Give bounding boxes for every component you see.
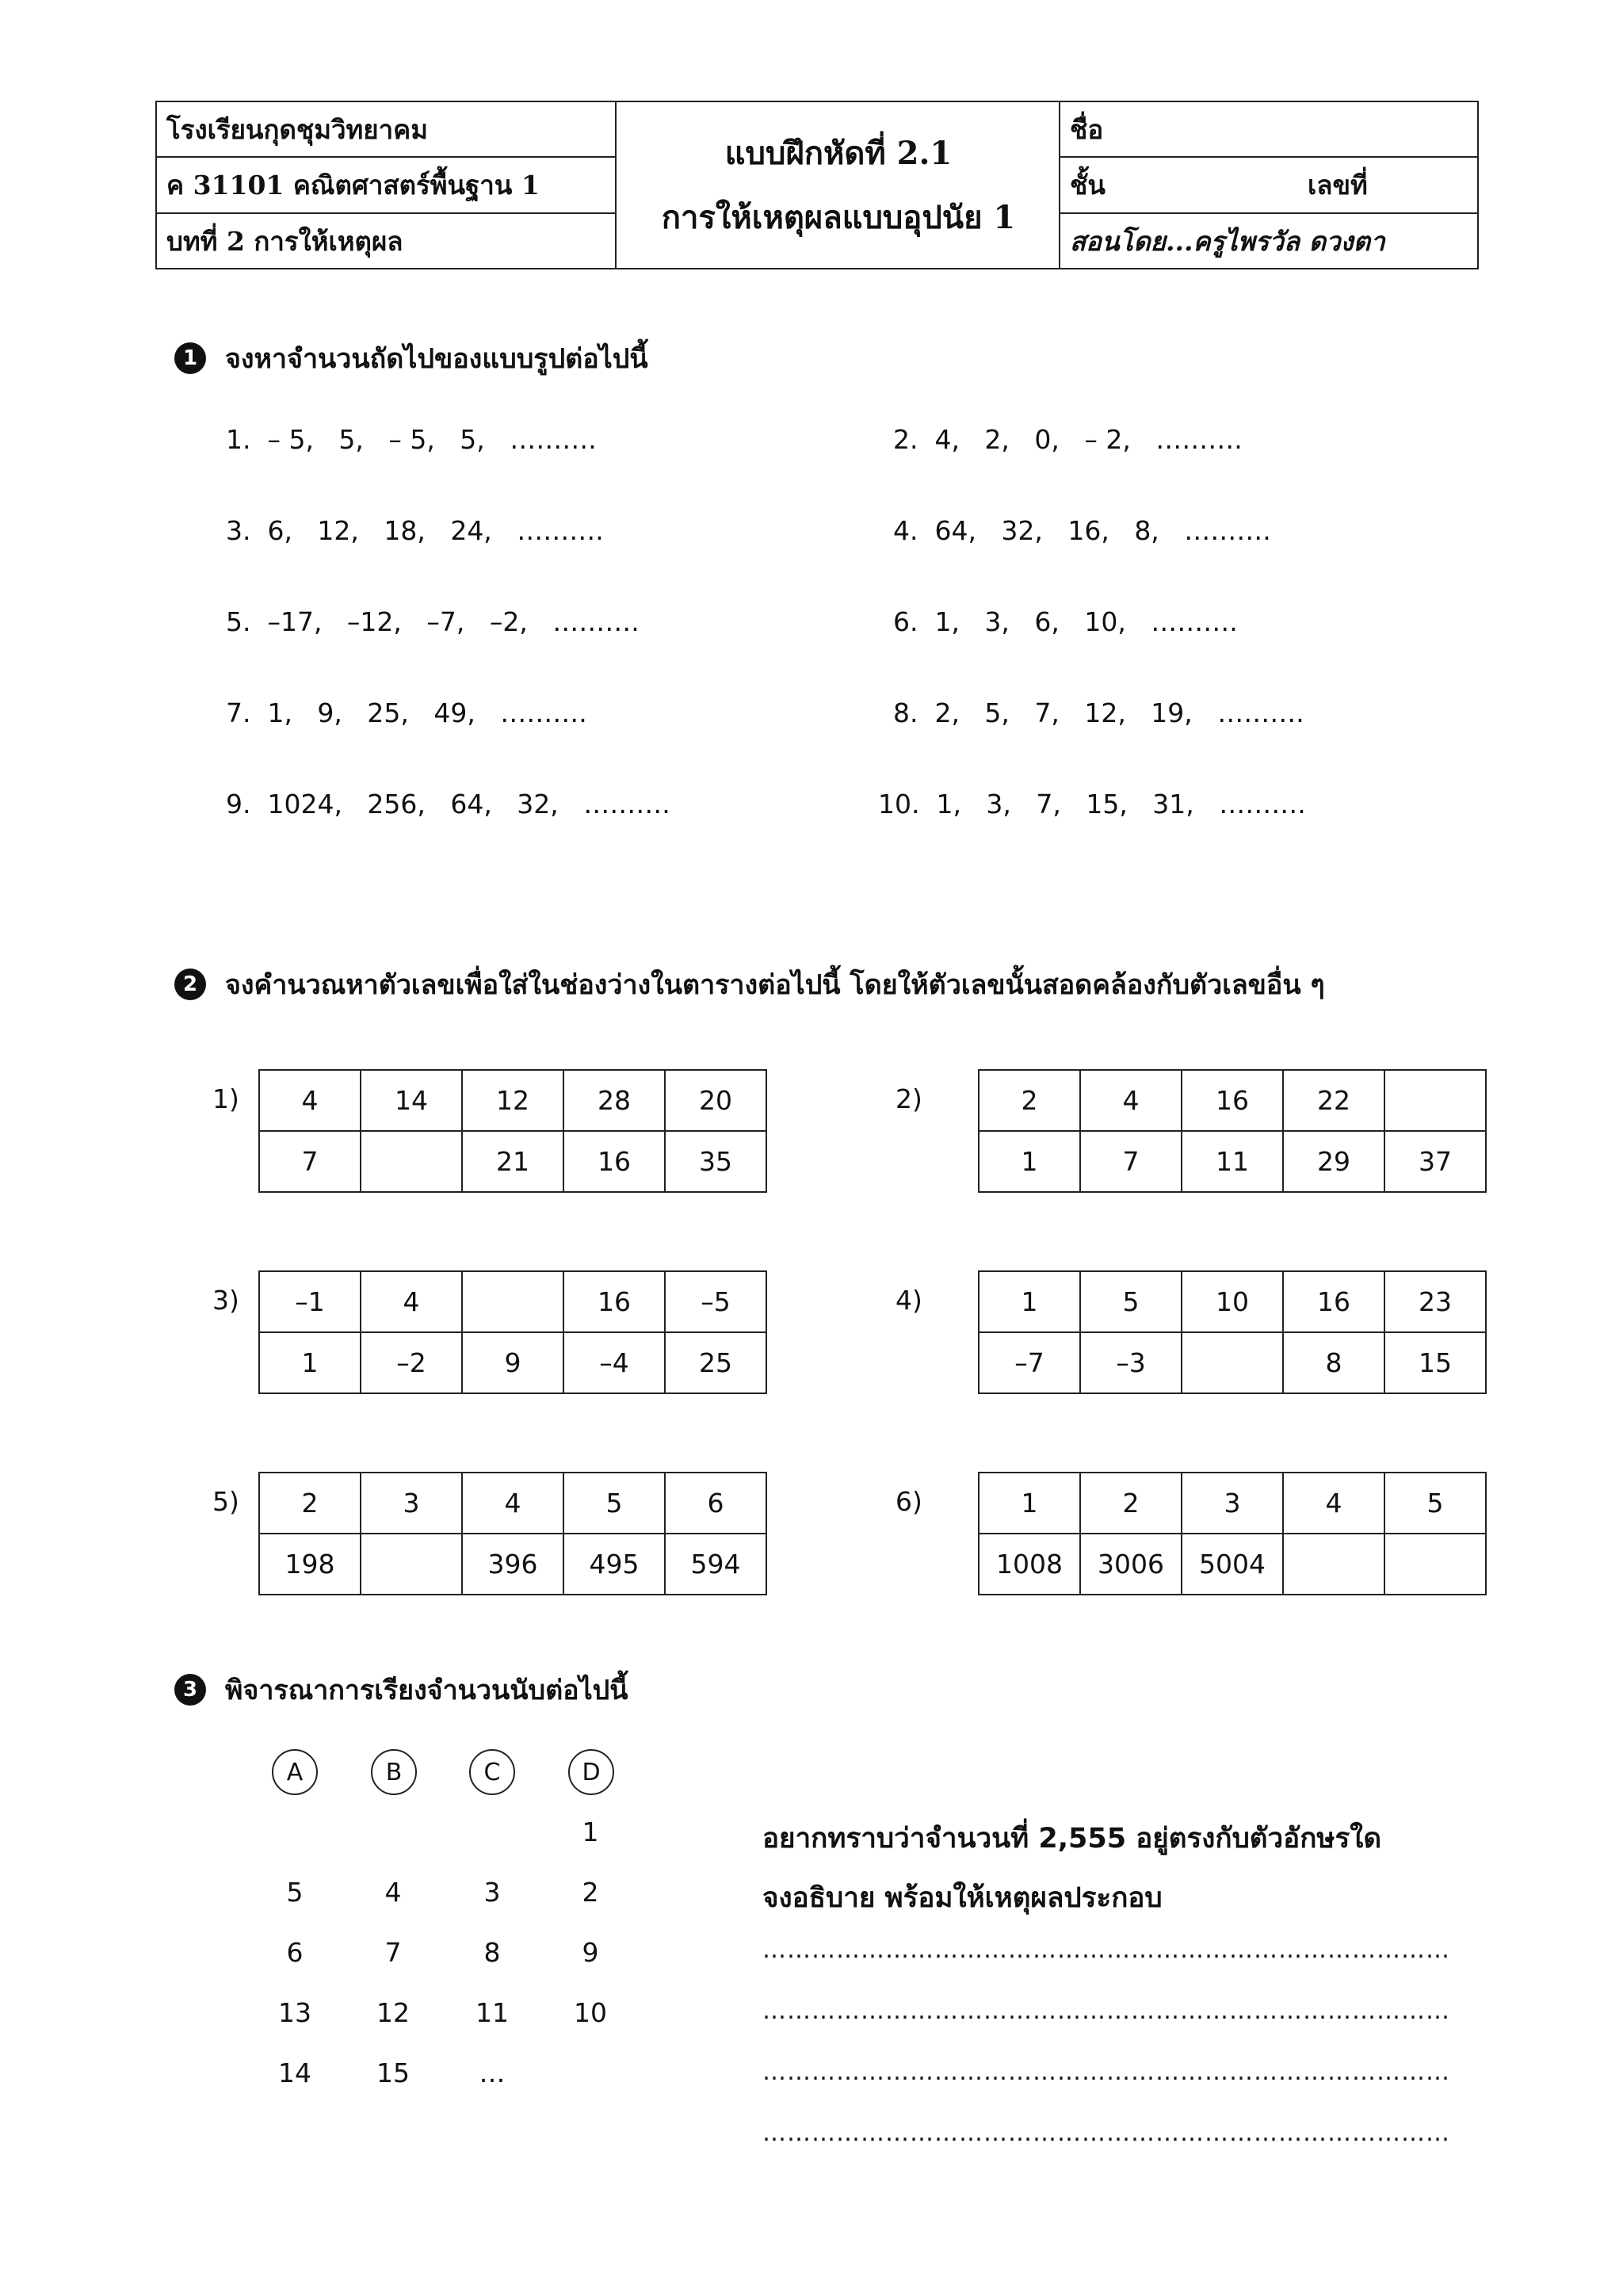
table-cell: 35 [665, 1131, 766, 1192]
table-cell: 3 [361, 1473, 462, 1534]
table-cell: 11 [1182, 1131, 1283, 1192]
teacher-name: สอนโดย...ครูไพรวัล ดวงตา [1070, 225, 1385, 257]
table-cell: 198 [259, 1534, 361, 1595]
arrangement-number: 6 [286, 1937, 304, 1968]
table-cell: 1 [259, 1332, 361, 1393]
exercise-title: แบบฝึกหัดที่ 2.1 [724, 135, 953, 172]
table-cell: 7 [1080, 1131, 1182, 1192]
table-cell: 29 [1283, 1131, 1384, 1192]
number-table [258, 1472, 767, 1595]
table-cell: –1 [259, 1271, 361, 1332]
table-cell: –7 [979, 1332, 1080, 1393]
table-cell: 16 [563, 1271, 665, 1332]
column-label-b: B [371, 1749, 417, 1795]
blank-cell[interactable] [1384, 1070, 1486, 1131]
table-cell: 3 [1182, 1473, 1283, 1534]
number-table [978, 1270, 1487, 1394]
table-cell: 396 [462, 1534, 563, 1595]
table-cell: –2 [361, 1332, 462, 1393]
blank-cell[interactable] [462, 1271, 563, 1332]
table-cell: 2 [259, 1473, 361, 1534]
chapter-name: บทที่ 2 การให้เหตุผล [166, 225, 403, 257]
arrangement-number: 11 [475, 1997, 509, 2028]
table-cell: 20 [665, 1070, 766, 1131]
column-label-d: D [568, 1749, 614, 1795]
name-field: ชื่อ [1070, 113, 1104, 145]
table-row [979, 1070, 1486, 1131]
table-label: 5) [212, 1486, 239, 1517]
answer-line: ………………………………………………………………………… [762, 1936, 1450, 1964]
table-cell: 7 [259, 1131, 361, 1192]
table-cell: 594 [665, 1534, 766, 1595]
column-label-c: C [469, 1749, 515, 1795]
table-cell: 9 [462, 1332, 563, 1393]
header-table [155, 101, 1479, 269]
table-label: 4) [896, 1285, 922, 1316]
table-row [259, 1131, 766, 1192]
table-cell: 4 [462, 1473, 563, 1534]
arrangement-number: 15 [376, 2057, 410, 2088]
table-cell: 28 [563, 1070, 665, 1131]
arrangement-number: 7 [384, 1937, 402, 1968]
table-row [979, 1534, 1486, 1595]
sequence-item: 7. 1, 9, 25, 49, ………. [226, 697, 587, 728]
sequence-item: 4. 64, 32, 16, 8, ………. [893, 515, 1271, 546]
table-cell: 1 [979, 1131, 1080, 1192]
arrangement-number: 8 [483, 1937, 501, 1968]
sequence-item: 10. 1, 3, 7, 15, 31, ………. [878, 789, 1306, 819]
question-text: จงอธิบาย พร้อมให้เหตุผลประกอบ [762, 1882, 1163, 1914]
table-cell: 37 [1384, 1131, 1486, 1192]
table-row [979, 1332, 1486, 1393]
question-text: อยากทราบว่าจำนวนที่ 2,555 อยู่ตรงกับตัวอักษรใด [762, 1823, 1382, 1855]
arrangement-number: 2 [582, 1877, 599, 1908]
table-cell: 495 [563, 1534, 665, 1595]
number-field: เลขที่ [1308, 170, 1368, 201]
table-row [259, 1473, 766, 1534]
section1-title: จงหาจำนวนถัดไปของแบบรูปต่อไปนี้ [225, 343, 648, 375]
sequence-item: 1. – 5, 5, – 5, 5, ………. [226, 424, 597, 455]
blank-cell[interactable] [361, 1131, 462, 1192]
column-label-a: A [272, 1749, 318, 1795]
number-table [258, 1270, 767, 1394]
table-cell: 8 [1283, 1332, 1384, 1393]
table-cell: 1 [979, 1271, 1080, 1332]
sequence-item: 8. 2, 5, 7, 12, 19, ………. [893, 697, 1304, 728]
table-cell: 23 [1384, 1271, 1486, 1332]
sequence-item: 9. 1024, 256, 64, 32, ………. [226, 789, 670, 819]
answer-line: ………………………………………………………………………… [762, 2058, 1450, 2086]
table-cell: 1 [979, 1473, 1080, 1534]
arrangement-number: 13 [278, 1997, 311, 2028]
table-cell: 21 [462, 1131, 563, 1192]
table-cell: 10 [1182, 1271, 1283, 1332]
table-row [979, 1131, 1486, 1192]
number-table [978, 1069, 1487, 1193]
table-cell: 16 [1182, 1070, 1283, 1131]
table-cell: 4 [1080, 1070, 1182, 1131]
arrangement-number: 1 [582, 1817, 599, 1847]
arrangement-number: 10 [574, 1997, 607, 2028]
table-label: 2) [896, 1083, 922, 1114]
table-cell: 4 [1283, 1473, 1384, 1534]
table-label: 3) [212, 1285, 239, 1316]
table-row [259, 1070, 766, 1131]
table-cell: 22 [1283, 1070, 1384, 1131]
table-row [259, 1271, 766, 1332]
table-cell: 4 [361, 1271, 462, 1332]
table-label: 1) [212, 1083, 239, 1114]
table-label: 6) [896, 1486, 922, 1517]
table-cell: 1008 [979, 1534, 1080, 1595]
arrangement-number: 9 [582, 1937, 599, 1968]
table-cell: 16 [563, 1131, 665, 1192]
number-table [258, 1069, 767, 1193]
arrangement-number: 14 [278, 2057, 311, 2088]
table-cell: 2 [979, 1070, 1080, 1131]
table-cell: 12 [462, 1070, 563, 1131]
arrangement-number: 4 [384, 1877, 402, 1908]
school-name: โรงเรียนกุดชุมวิทยาคม [166, 113, 428, 145]
table-cell: 3006 [1080, 1534, 1182, 1595]
blank-cell[interactable] [361, 1534, 462, 1595]
section2-marker: 2 [174, 968, 206, 1000]
table-cell: –5 [665, 1271, 766, 1332]
table-cell: 16 [1283, 1271, 1384, 1332]
table-cell: 5 [1080, 1271, 1182, 1332]
course-name: ค 31101 คณิตศาสตร์พื้นฐาน 1 [166, 170, 540, 201]
sequence-item: 5. –17, –12, –7, –2, ………. [226, 606, 640, 637]
table-cell: 15 [1384, 1332, 1486, 1393]
table-cell: 5 [1384, 1473, 1486, 1534]
class-field: ชั้น [1070, 170, 1106, 201]
arrangement-number: … [479, 2057, 506, 2088]
blank-cell[interactable] [1283, 1534, 1384, 1595]
answer-line: ………………………………………………………………………… [762, 2119, 1450, 2147]
exercise-subtitle: การให้เหตุผลแบบอุปนัย 1 [661, 199, 1016, 236]
arrangement-number: 3 [483, 1877, 501, 1908]
table-cell: 14 [361, 1070, 462, 1131]
blank-cell[interactable] [1384, 1534, 1486, 1595]
number-table [978, 1472, 1487, 1595]
table-cell: 5004 [1182, 1534, 1283, 1595]
answer-line: ………………………………………………………………………… [762, 1997, 1450, 2025]
table-cell: 5 [563, 1473, 665, 1534]
table-row [979, 1271, 1486, 1332]
sequence-item: 6. 1, 3, 6, 10, ………. [893, 606, 1238, 637]
sequence-item: 3. 6, 12, 18, 24, ………. [226, 515, 604, 546]
table-row [979, 1473, 1486, 1534]
table-cell: –4 [563, 1332, 665, 1393]
table-row [259, 1332, 766, 1393]
section2-heading [174, 963, 1325, 1006]
table-cell: 2 [1080, 1473, 1182, 1534]
table-cell: 25 [665, 1332, 766, 1393]
section1-heading [174, 337, 648, 380]
table-cell: 4 [259, 1070, 361, 1131]
section2-title: จงคำนวณหาตัวเลขเพื่อใส่ในช่องว่างในตารางต่อไปนี้ โดยให้ตัวเลขนั้นสอดคล้องกับตัวเลขอื่น ๆ [225, 969, 1325, 1001]
section3-title: พิจารณาการเรียงจำนวนนับต่อไปนี้ [225, 1675, 628, 1706]
section3-marker: 3 [174, 1674, 206, 1706]
table-cell: –3 [1080, 1332, 1182, 1393]
table-cell: 6 [665, 1473, 766, 1534]
blank-cell[interactable] [1182, 1332, 1283, 1393]
table-row [259, 1534, 766, 1595]
arrangement-number: 5 [286, 1877, 304, 1908]
section3-heading [174, 1668, 628, 1711]
section1-marker: 1 [174, 342, 206, 374]
arrangement-number: 12 [376, 1997, 410, 2028]
sequence-item: 2. 4, 2, 0, – 2, ………. [893, 424, 1243, 455]
